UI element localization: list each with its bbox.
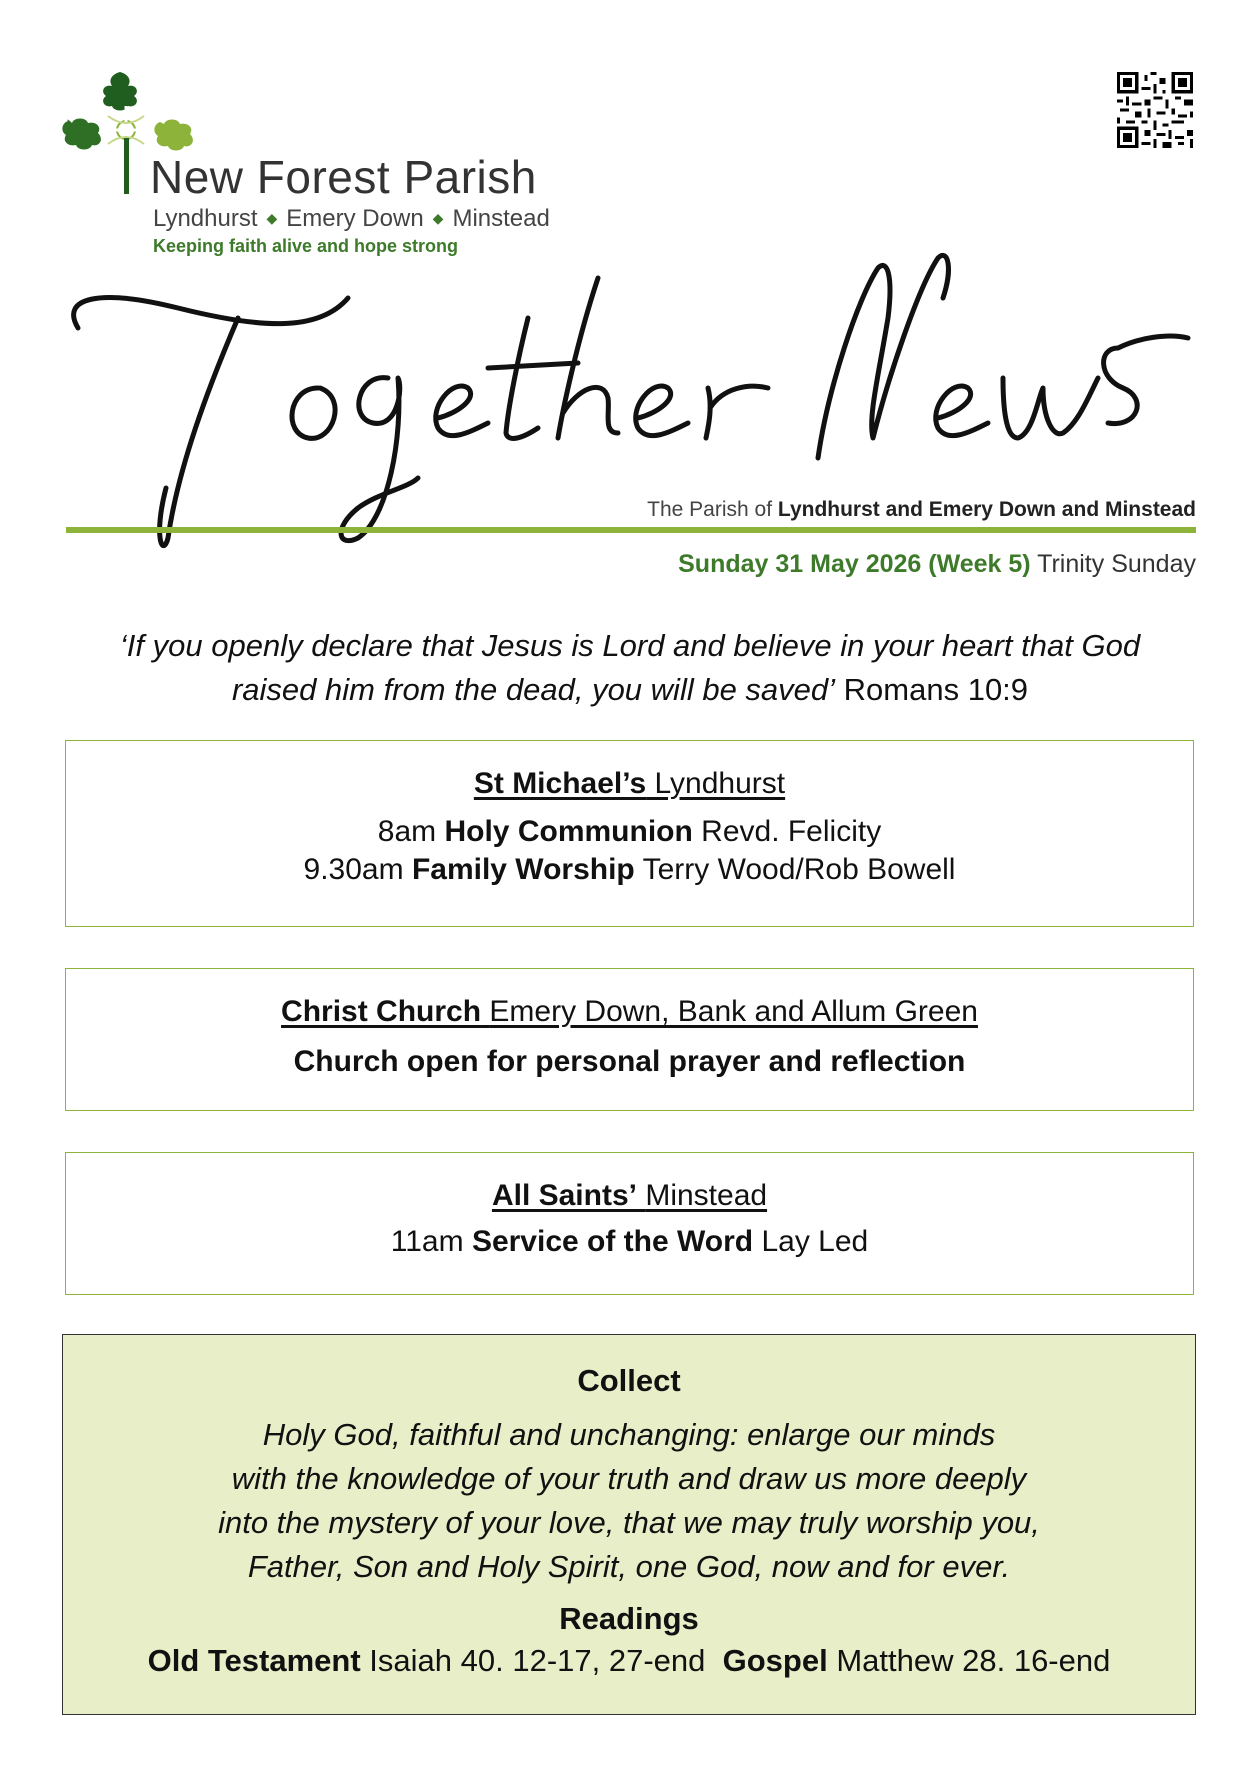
church-box-st-michaels — [65, 740, 1194, 927]
gospel-label: Gospel — [722, 1643, 828, 1678]
issue-date: Sunday 31 May 2026 (Week 5) — [678, 550, 1031, 578]
masthead-divider — [66, 527, 1196, 533]
church-name: Christ Church — [281, 995, 482, 1028]
service-name: Holy Communion — [444, 815, 693, 848]
diamond-icon: ◆ — [266, 210, 278, 226]
church-place: Lyndhurst — [654, 767, 786, 800]
prayer-line: Father, Son and Holy Spirit, one God, now and for ever. — [247, 1549, 1011, 1584]
service-leader: Revd. Felicity — [701, 815, 882, 848]
parish-line — [647, 498, 1196, 522]
service-time: 11am — [390, 1225, 464, 1258]
church-box-all-saints — [65, 1152, 1194, 1295]
liturgical-occasion: Trinity Sunday — [1037, 550, 1196, 578]
prayer-line: with the knowledge of your truth and draw us more deeply — [231, 1461, 1027, 1496]
gospel-ref: Matthew 28. 16-end — [836, 1643, 1111, 1678]
service-name: Service of the Word — [471, 1225, 754, 1258]
service-line — [66, 1225, 1193, 1259]
readings-line — [63, 1643, 1195, 1679]
diamond-icon: ◆ — [432, 210, 444, 226]
readings-title: Readings — [559, 1601, 699, 1636]
parish-motto: Keeping faith alive and hope strong — [153, 236, 459, 256]
parish-brand-name: New Forest Parish — [150, 151, 537, 203]
church-place: Emery Down, Bank and Allum Green — [489, 995, 978, 1028]
collect-title: Collect — [577, 1363, 681, 1398]
church-name: St Michael’s — [473, 767, 647, 800]
service-leader: Lay Led — [761, 1225, 869, 1258]
service-time: 8am — [377, 815, 437, 848]
service-line — [66, 853, 1193, 887]
verse-line-2: raised him from the dead, you will be saved’ — [231, 672, 836, 707]
parish-name: Lyndhurst and Emery Down and Minstead — [777, 498, 1196, 521]
collect-prayer — [63, 1413, 1195, 1589]
church-heading — [66, 995, 1193, 1029]
church-box-christ-church — [65, 968, 1194, 1111]
parish-places — [153, 205, 550, 233]
collect-box — [62, 1334, 1196, 1715]
service-line — [66, 815, 1193, 849]
church-name: All Saints’ — [491, 1179, 637, 1212]
church-note: Church open for personal prayer and reflection — [293, 1045, 966, 1078]
prayer-line: into the mystery of your love, that we may truly worship you, — [218, 1505, 1040, 1540]
verse-reference: Romans 10:9 — [843, 672, 1029, 707]
prayer-line: Holy God, faithful and unchanging: enlarge our minds — [262, 1417, 996, 1452]
church-heading — [66, 1179, 1193, 1213]
service-leader: Terry Wood/Rob Bowell — [642, 853, 956, 886]
church-heading — [66, 767, 1193, 801]
church-place: Minstead — [645, 1179, 768, 1212]
place-lyndhurst: Lyndhurst — [153, 205, 258, 232]
scripture-verse — [60, 624, 1200, 712]
service-name: Family Worship — [411, 853, 635, 886]
old-testament-label: Old Testament — [147, 1643, 361, 1678]
dateline — [678, 550, 1196, 579]
old-testament-ref: Isaiah 40. 12-17, 27-end — [369, 1643, 706, 1678]
parish-prefix: The Parish of — [647, 498, 773, 521]
place-emery-down: Emery Down — [286, 205, 424, 232]
place-minstead: Minstead — [452, 205, 550, 232]
verse-line-1: ‘If you openly declare that Jesus is Lord and believe in your heart that God — [119, 628, 1141, 663]
qr-code-icon — [1117, 72, 1193, 148]
service-time: 9.30am — [303, 853, 404, 886]
